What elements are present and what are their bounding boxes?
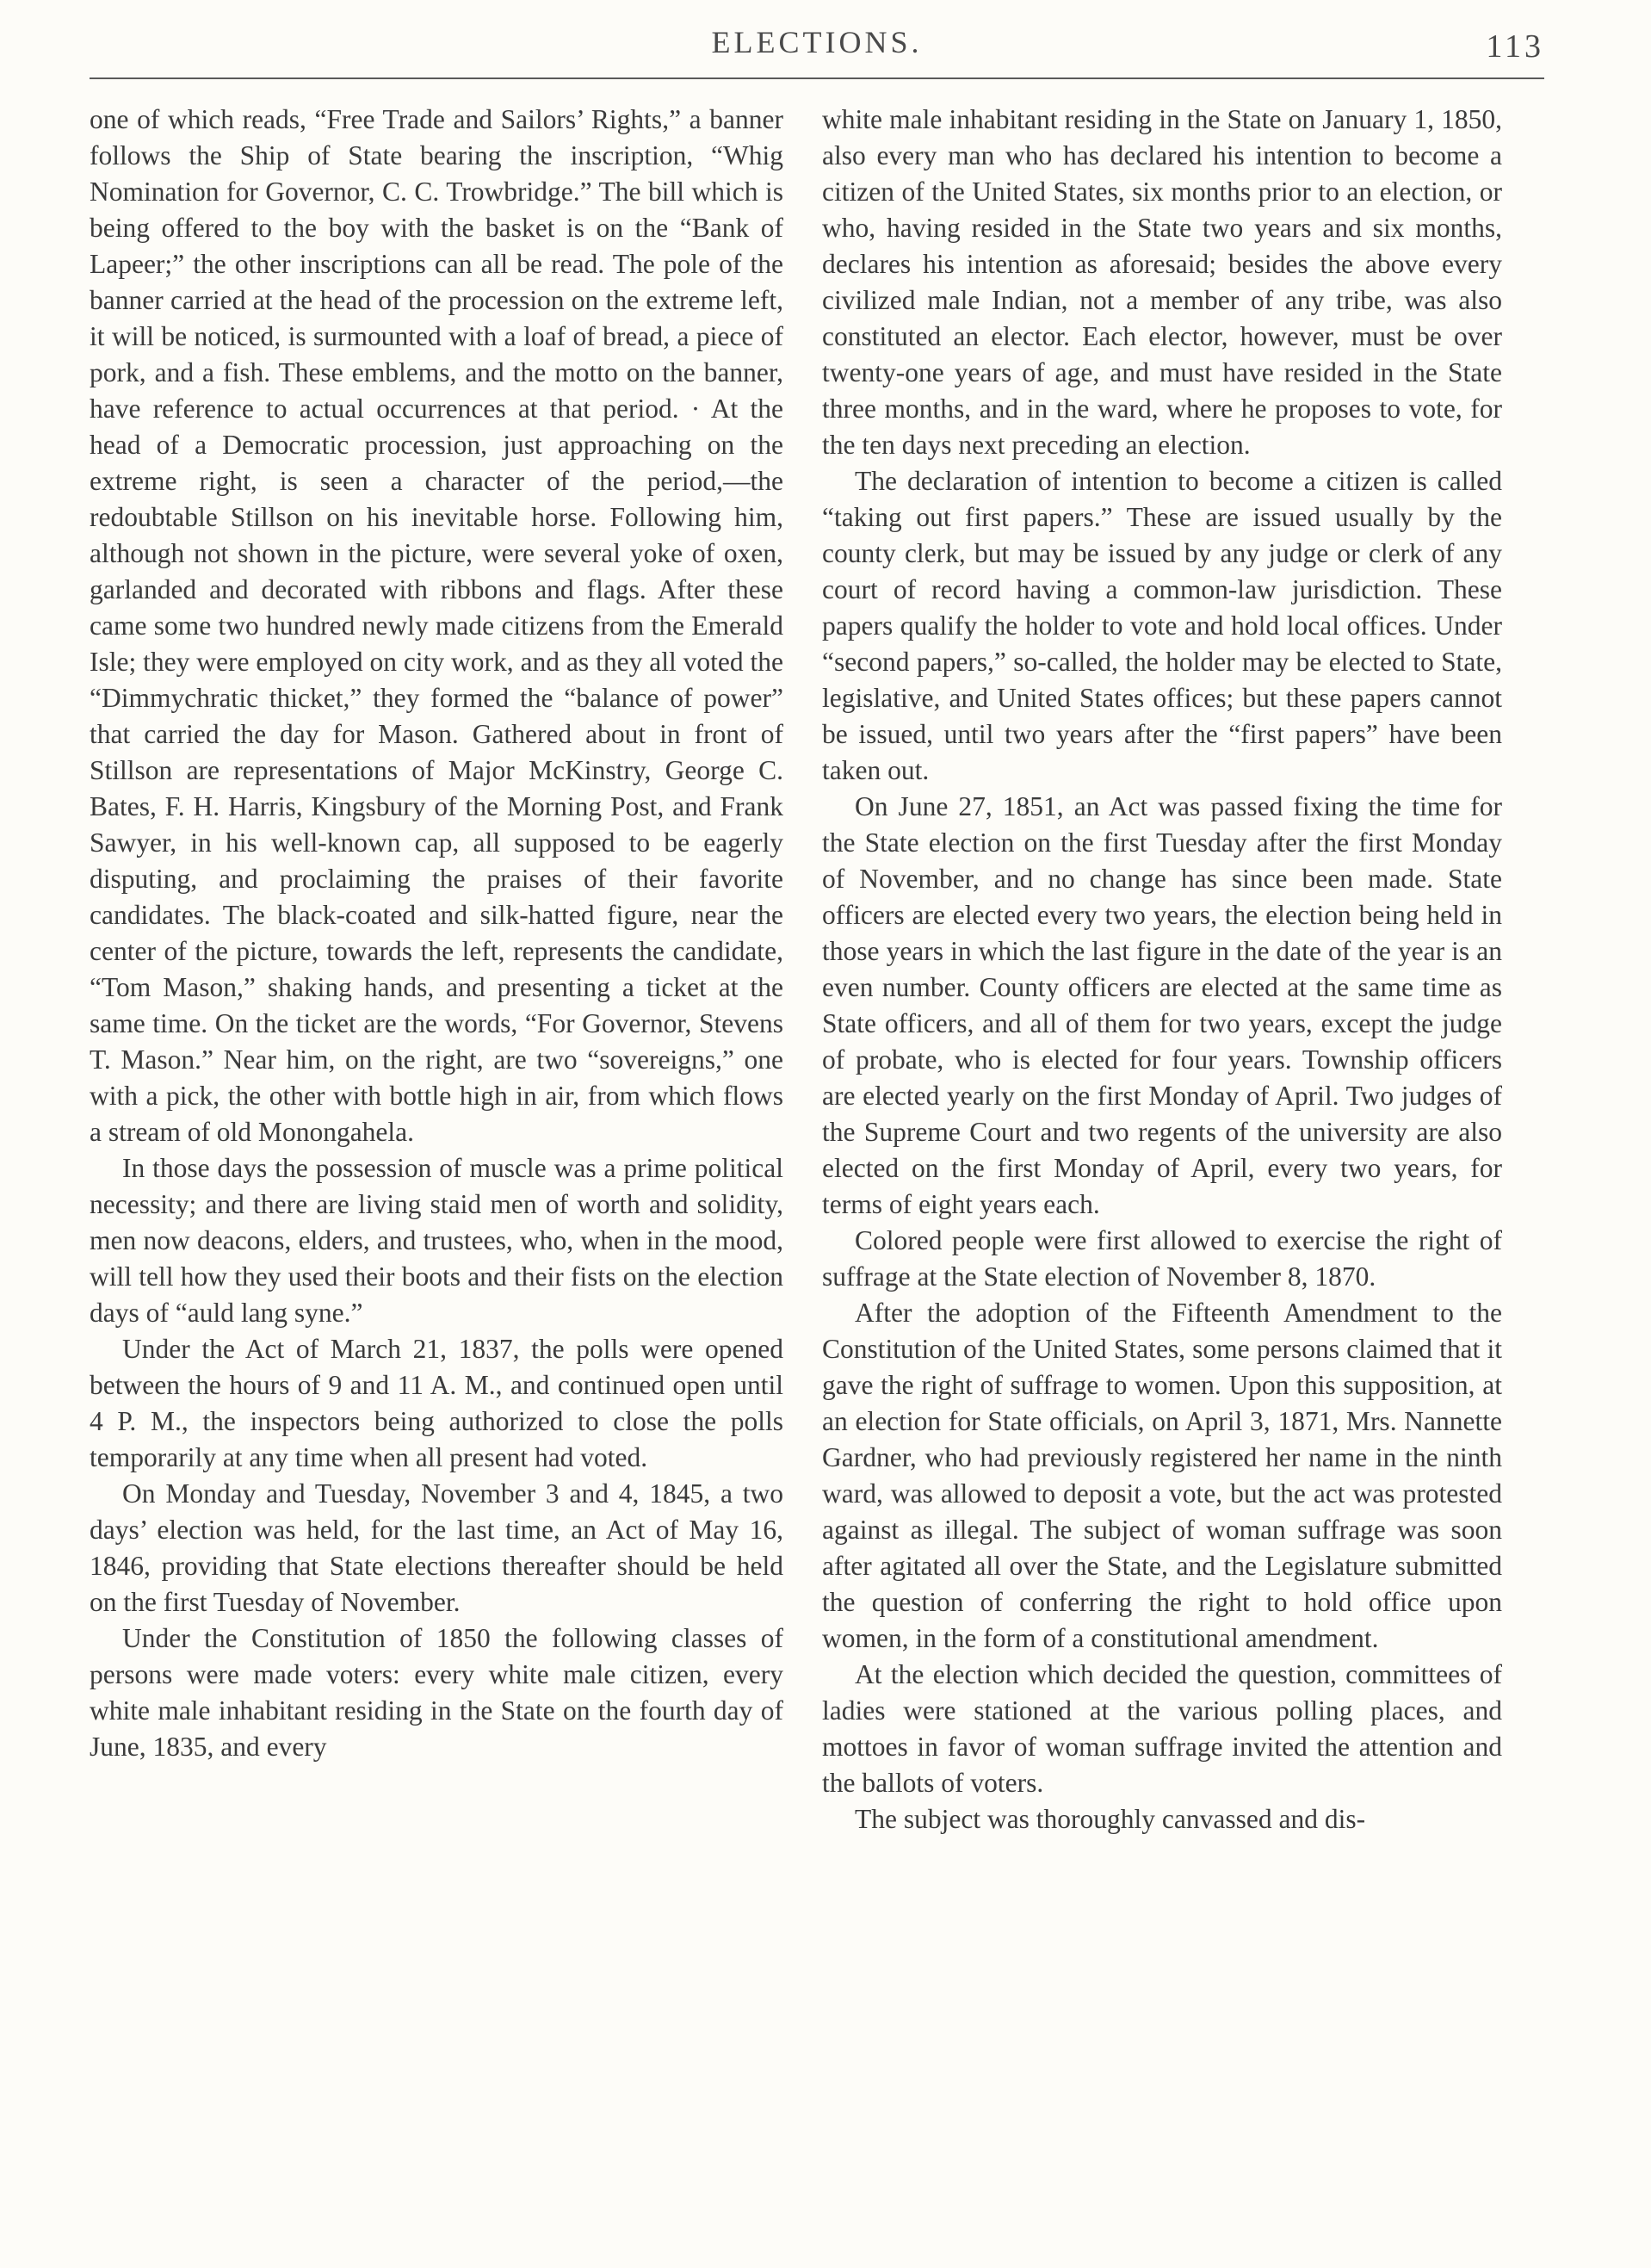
page-number: 113	[1486, 28, 1544, 65]
paragraph: In those days the possession of muscle was a prime political necessity; and there are living staid men of worth and solidity, men now deacons, elders, and trustees, who, when in the mood, will tell how they used their boots and their fists on the election days of “auld lang syne.”	[90, 1153, 783, 1328]
left-column	[90, 102, 783, 1765]
paragraph: Under the Constitution of 1850 the following classes of persons were made voters: every white male citizen, every white male inhabitant residing in the State on the fourth day of June, 1835, and every	[90, 1623, 783, 1762]
right-column	[822, 102, 1502, 1837]
paragraph: The subject was thoroughly canvassed and dis-	[855, 1804, 1366, 1834]
paragraph: Under the Act of March 21, 1837, the polls were opened between the hours of 9 and 11 A. M., and continued open until 4 P. M., the inspectors being authorized to close the polls temporarily at any time when all present had voted.	[90, 1334, 783, 1472]
paragraph: After the adoption of the Fifteenth Amendment to the Constitution of the United States, some persons claimed that it gave the right of suffrage to women. Upon this supposition, at an election for State officials, on April 3, 1871, Mrs. Nannette Gardner, who had previously registered her name in the ninth ward, was allowed to deposit a vote, but the act was protested against as illegal. The subject of woman suffrage was soon after agitated all over the State, and the Legislature submitted the question of conferring the right to hold office upon women, in the form of a constitutional amendment.	[822, 1298, 1502, 1653]
running-head: ELECTIONS.	[711, 25, 923, 59]
paragraph: Colored people were first allowed to exercise the right of suffrage at the State election of November 8, 1870.	[822, 1225, 1502, 1292]
paragraph: At the election which decided the question, committees of ladies were stationed at the various polling places, and mottoes in favor of woman suffrage invited the attention and the ballots of voters.	[822, 1659, 1502, 1798]
paragraph: On June 27, 1851, an Act was passed fixing the time for the State election on the first Tuesday after the first Monday of November, and no change has since been made. State officers are elected every two years, the election being held in those years in which the last figure in the date of the year is an even number. County officers are elected at the same time as State officers, and all of them for two years, except the judge of probate, who is elected for four years. Township officers are elected yearly on the first Monday of April. Two judges of the Supreme Court and two regents of the university are also elected on the first Monday of April, every two years, for terms of eight years each.	[822, 791, 1502, 1219]
paragraph: On Monday and Tuesday, November 3 and 4, 1845, a two days’ election was held, for the last time, an Act of May 16, 1846, providing that State elections thereafter should be held on the first Tuesday of November.	[90, 1478, 783, 1617]
page-header	[90, 24, 1544, 76]
header-rule	[90, 77, 1544, 79]
paragraph: one of which reads, “Free Trade and Sailors’ Rights,” a banner follows the Ship of State bearing the inscription, “Whig Nomination for Governor, C. C. Trowbridge.” The bill which is being offered to the boy with the basket is on the “Bank of Lapeer;” the other inscriptions can all be read. The pole of the banner carried at the head of the procession on the extreme left, it will be noticed, is surmounted with a loaf of bread, a piece of pork, and a fish. These emblems, and the motto on the banner, have reference to actual occurrences at that period. · At the head of a Democratic procession, just approaching on the extreme right, is seen a character of the period,—the redoubtable Stillson on his inevitable horse. Following him, although not shown in the picture, were several yoke of oxen, garlanded and decorated with ribbons and flags. After these came some two hundred newly made citizens from the Emerald Isle; they were employed on city work, and as they all voted the “Dimmychratic thicket,” they formed the “balance of power” that carried the day for Mason. Gathered about in front of Stillson are representations of Major McKinstry, George C. Bates, F. H. Harris, Kingsbury of the Morning Post, and Frank Sawyer, in his well-known cap, all supposed to be eagerly disputing, and proclaiming the praises of their favorite candidates. The black-coated and silk-hatted figure, near the center of the picture, towards the left, represents the candidate, “Tom Mason,” shaking hands, and presenting a ticket at the same time. On the ticket are the words, “For Governor, Stevens T. Mason.” Near him, on the right, are two “sovereigns,” one with a pick, the other with bottle high in air, from which flows a stream of old Monongahela.	[90, 104, 783, 1147]
paragraph: The declaration of intention to become a citizen is called “taking out first papers.” These are issued usually by the county clerk, but may be issued by any judge or clerk of any court of record having a common-law jurisdiction. These papers qualify the holder to vote and hold local offices. Under “second papers,” so-called, the holder may be elected to State, legislative, and United States offices; but these papers cannot be issued, until two years after the “first papers” have been taken out.	[822, 466, 1502, 785]
paragraph: white male inhabitant residing in the State on January 1, 1850, also every man who has declared his intention to become a citizen of the United States, six months prior to an election, or who, having resided in the State two years and six months, declares his intention as aforesaid; besides the above every civilized male Indian, not a member of any tribe, was also constituted an elector. Each elector, however, must be over twenty-one years of age, and must have resided in the State three months, and in the ward, where he proposes to vote, for the ten days next preceding an election.	[822, 104, 1502, 460]
